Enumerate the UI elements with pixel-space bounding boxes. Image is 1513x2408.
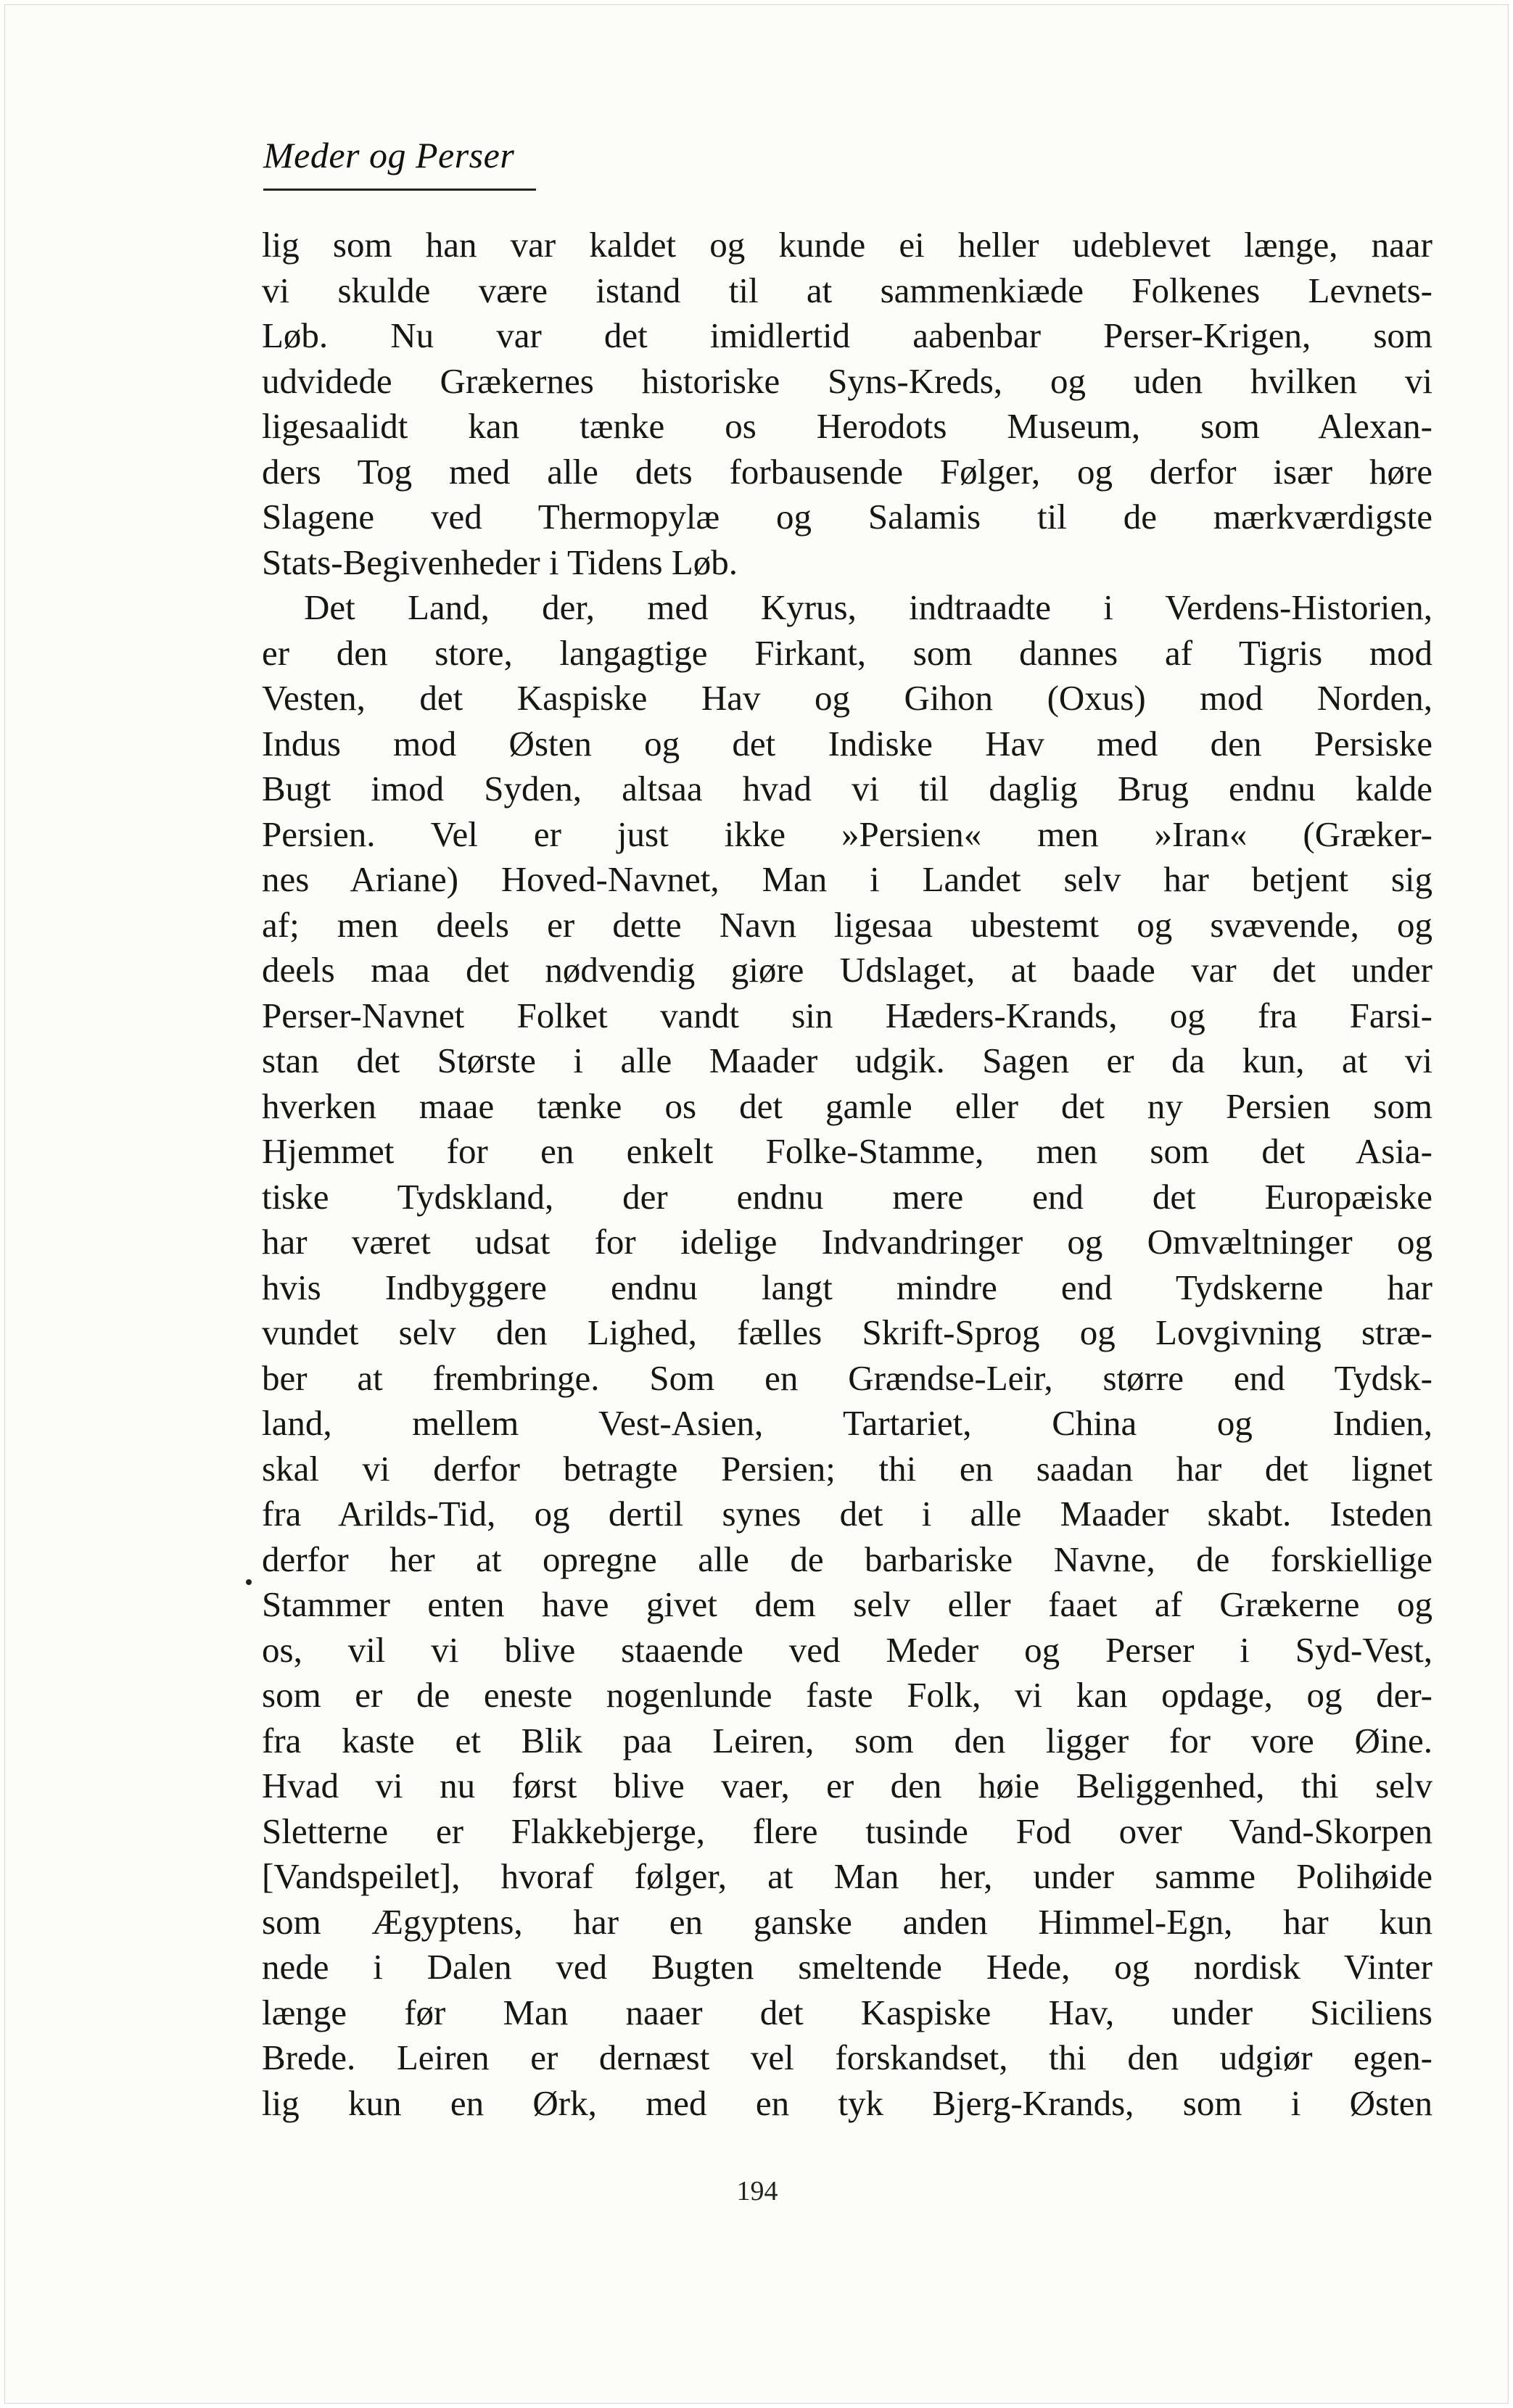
text-line: vi skulde være istand til at sammenkiæde Folkenes Levnets- bbox=[262, 270, 1432, 310]
text-line: ligesaalidt kan tænke os Herodots Museum, som Alexan- bbox=[262, 406, 1432, 446]
text-line: fra Arilds-Tid, og dertil synes det i alle Maader skabt. Isteden bbox=[262, 1494, 1432, 1534]
text-line: Hjemmet for en enkelt Folke-Stamme, men som det Asia- bbox=[262, 1131, 1432, 1171]
text-line: Perser-Navnet Folket vandt sin Hæders-Krands, og fra Farsi- bbox=[262, 995, 1432, 1035]
text-line: lig kun en Ørk, med en tyk Bjerg-Krands, som i Østen bbox=[262, 2082, 1432, 2123]
running-title: Meder og Perser bbox=[263, 135, 515, 175]
text-line: deels maa det nødvendig giøre Udslaget, at baade var det under bbox=[262, 950, 1432, 990]
text-line: ber at frembringe. Som en Grændse-Leir, større end Tydsk- bbox=[262, 1357, 1432, 1398]
text-line: nes Ariane) Hoved-Navnet, Man i Landet selv har betjent sig bbox=[262, 859, 1432, 899]
text-line: vundet selv den Lighed, fælles Skrift-Sprog og Lovgivning stræ- bbox=[262, 1312, 1432, 1352]
text-line: Vesten, det Kaspiske Hav og Gihon (Oxus) mod Norden, bbox=[262, 678, 1432, 718]
text-line: som Ægyptens, har en ganske anden Himmel-Egn, har kun bbox=[262, 1901, 1432, 1942]
body-text bbox=[262, 223, 1432, 2126]
text-line: Indus mod Østen og det Indiske Hav med den Persiske bbox=[262, 723, 1432, 764]
text-line: nede i Dalen ved Bugten smeltende Hede, og nordisk Vinter bbox=[262, 1947, 1432, 1987]
text-line: er den store, langagtige Firkant, som dannes af Tigris mod bbox=[262, 632, 1432, 673]
text-line: tiske Tydskland, der endnu mere end det Europæiske bbox=[262, 1176, 1432, 1217]
text-line: udvidede Grækernes historiske Syns-Kreds, og uden hvilken vi bbox=[262, 360, 1432, 401]
text-line: Slagene ved Thermopylæ og Salamis til de mærkværdigste bbox=[262, 497, 1432, 537]
text-line: stan det Største i alle Maader udgik. Sagen er da kun, at vi bbox=[262, 1040, 1432, 1080]
text-line: Sletterne er Flakkebjerge, flere tusinde Fod over Vand-Skorpen bbox=[262, 1811, 1432, 1851]
book-page bbox=[4, 4, 1509, 2404]
text-line: af; men deels er dette Navn ligesaa ubestemt og svævende, og bbox=[262, 904, 1432, 945]
text-line: som er de eneste nogenlunde faste Folk, vi kan opdage, og der- bbox=[262, 1675, 1432, 1715]
text-line: Løb. Nu var det imidlertid aabenbar Perser-Krigen, som bbox=[262, 315, 1432, 355]
text-line: land, mellem Vest-Asien, Tartariet, China og Indien, bbox=[262, 1403, 1432, 1443]
text-line: Det Land, der, med Kyrus, indtraadte i Verdens-Historien, bbox=[304, 587, 1432, 627]
margin-mark bbox=[246, 1579, 252, 1585]
text-line: Brede. Leiren er dernæst vel forskandset, thi den udgiør egen- bbox=[262, 2037, 1432, 2077]
page-number: 194 bbox=[736, 2176, 778, 2206]
text-line: skal vi derfor betragte Persien; thi en saadan har det lignet bbox=[262, 1448, 1432, 1489]
text-line: [Vandspeilet], hvoraf følger, at Man her, under samme Polihøide bbox=[262, 1856, 1432, 1896]
text-line: os, vil vi blive staaende ved Meder og Perser i Syd-Vest, bbox=[262, 1629, 1432, 1670]
text-line: Persien. Vel er just ikke »Persien« men »Iran« (Græker- bbox=[262, 814, 1432, 854]
text-line: Bugt imod Syden, altsaa hvad vi til daglig Brug endnu kalde bbox=[262, 769, 1432, 808]
text-line: derfor her at opregne alle de barbariske Navne, de forskiellige bbox=[262, 1539, 1432, 1579]
text-line: Stammer enten have givet dem selv eller faaet af Grækerne og bbox=[262, 1584, 1432, 1624]
text-line: hvis Indbyggere endnu langt mindre end Tydskerne har bbox=[262, 1267, 1432, 1307]
text-line: lig som han var kaldet og kunde ei heller udeblevet længe, naar bbox=[262, 225, 1432, 265]
text-line: Stats-Begivenheder i Tidens Løb. bbox=[262, 542, 738, 582]
text-line: har været udsat for idelige Indvandringer og Omvæltninger og bbox=[262, 1222, 1432, 1262]
text-line: hverken maae tænke os det gamle eller det ny Persien som bbox=[262, 1085, 1432, 1126]
text-line: ders Tog med alle dets forbausende Følger, og derfor især høre bbox=[262, 451, 1432, 492]
text-line: længe før Man naaer det Kaspiske Hav, under Siciliens bbox=[262, 1992, 1432, 2032]
text-line: fra kaste et Blik paa Leiren, som den ligger for vore Øine. bbox=[262, 1720, 1432, 1761]
header-rule bbox=[263, 189, 536, 191]
text-line: Hvad vi nu først blive vaer, er den høie Beliggenhed, thi selv bbox=[262, 1766, 1432, 1805]
